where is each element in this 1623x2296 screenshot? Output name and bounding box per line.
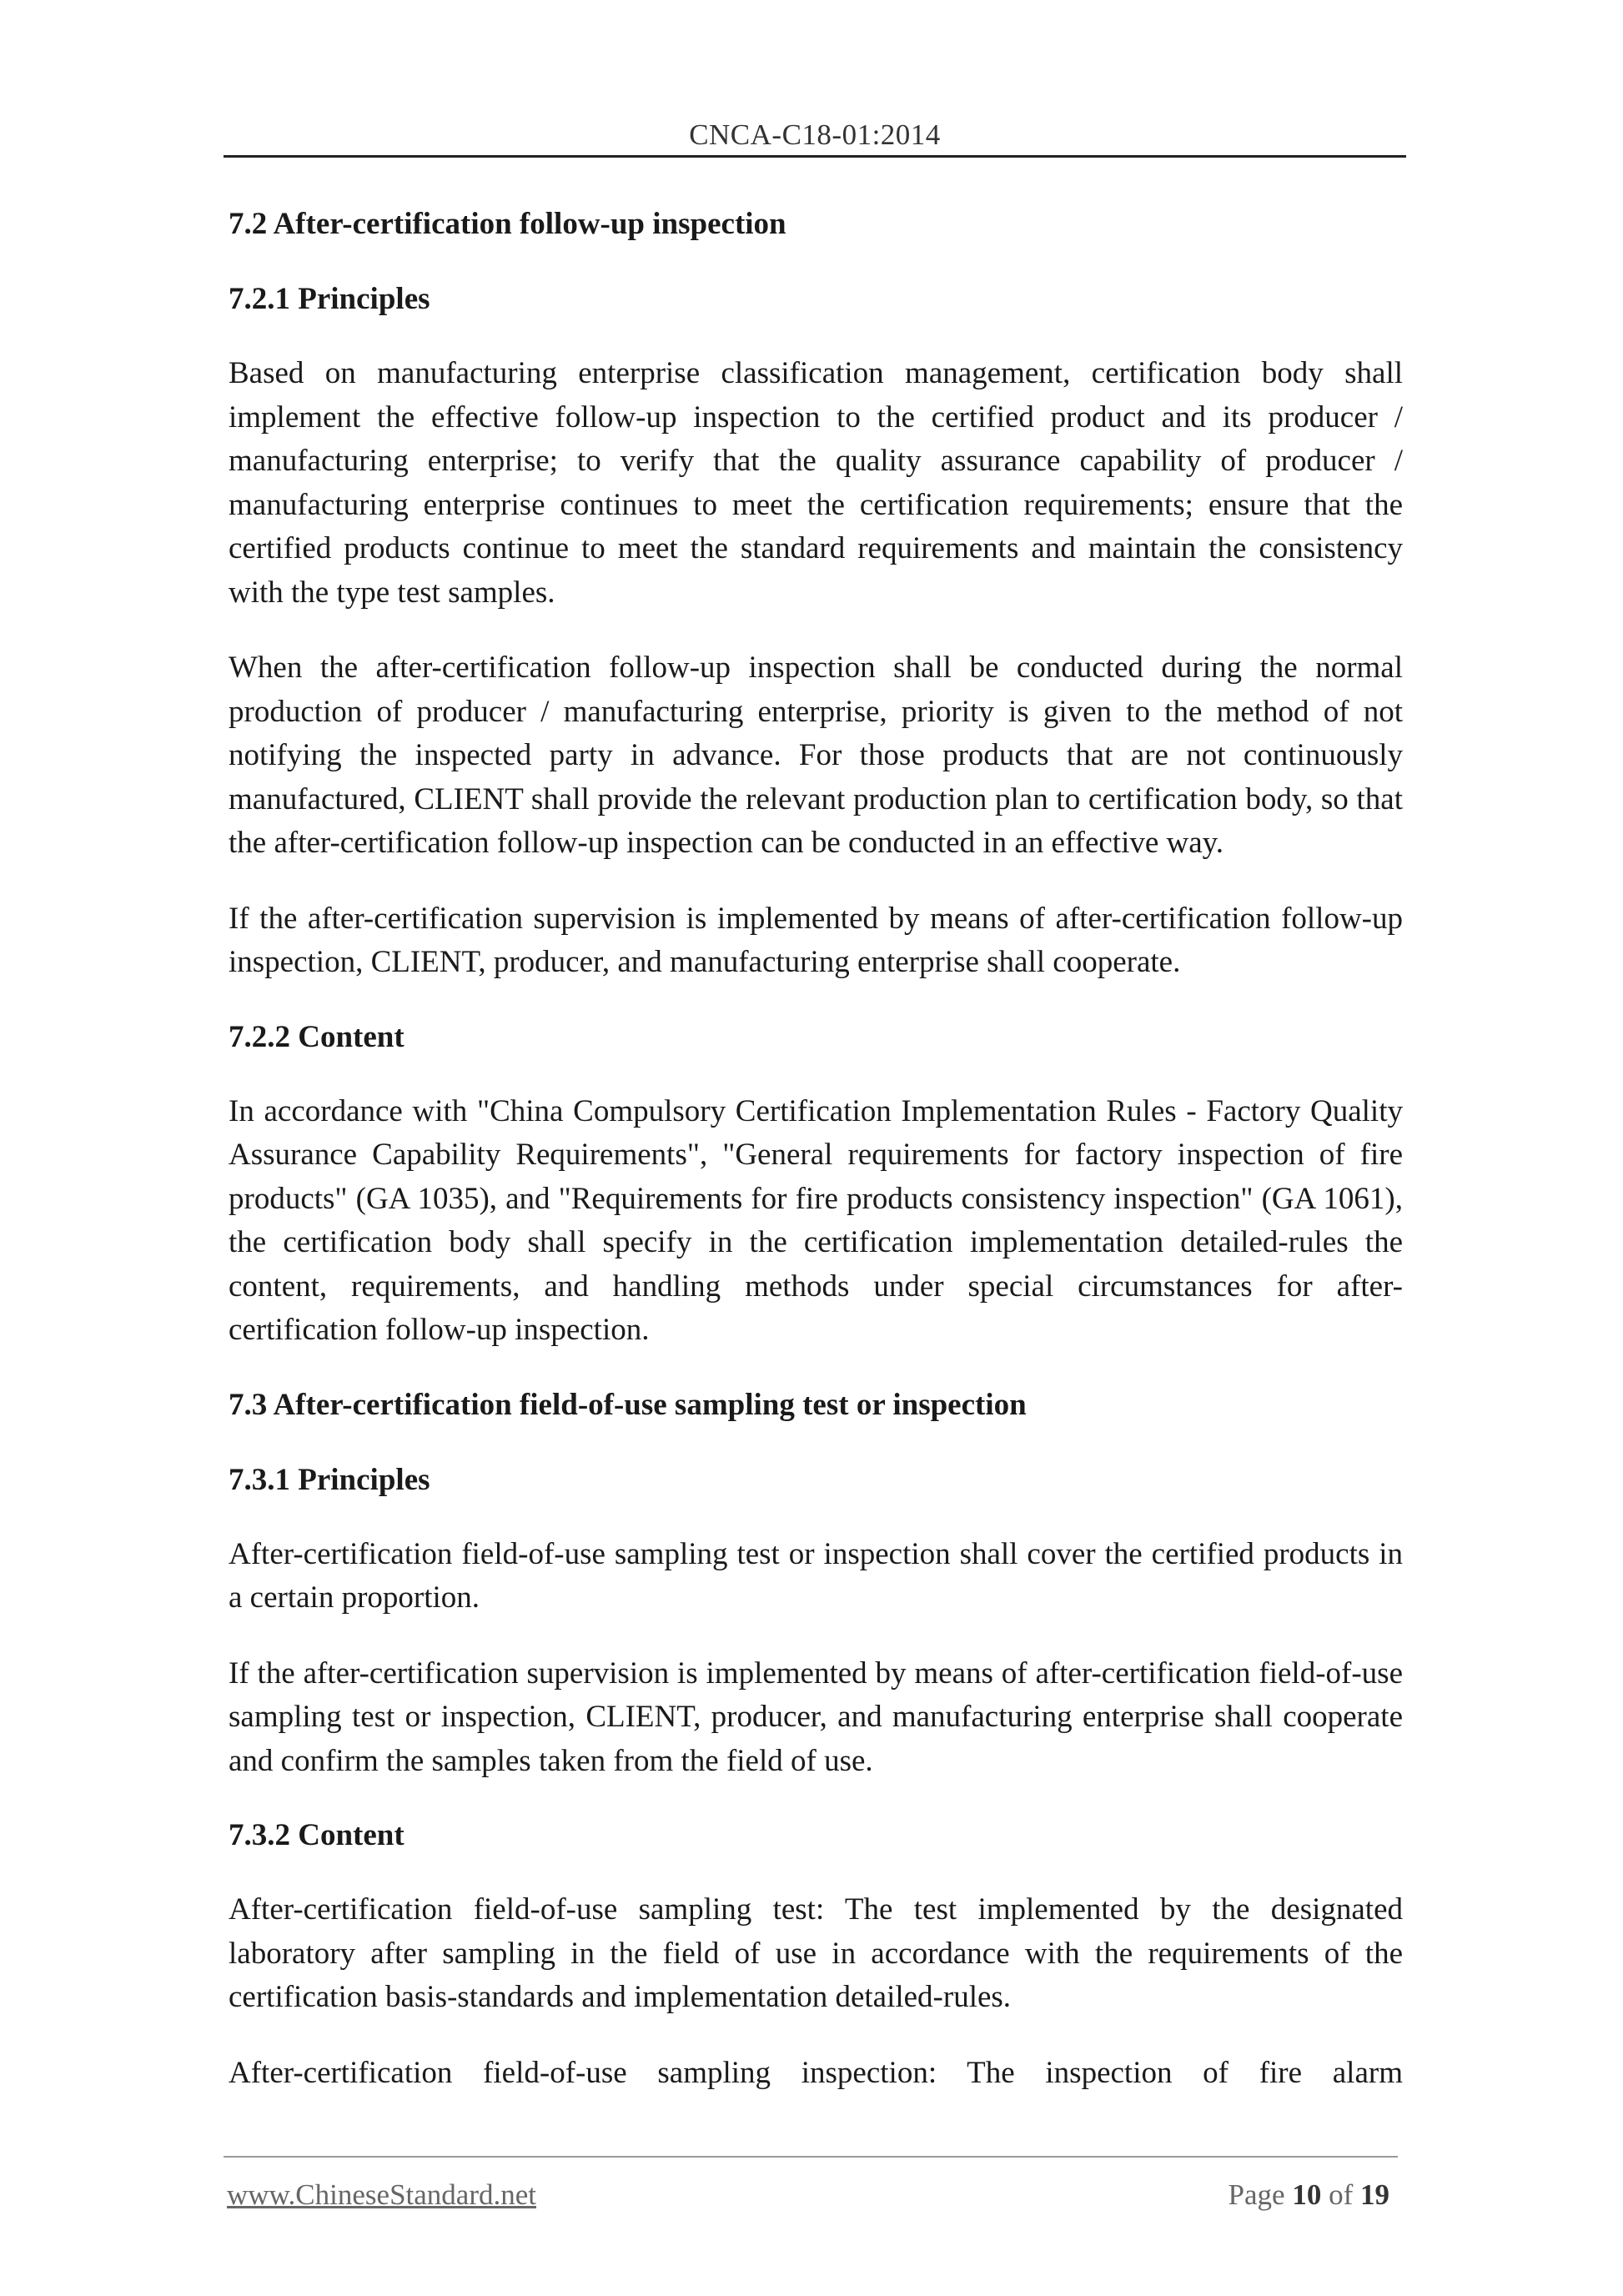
section-7-2-2-heading: 7.2.2 Content xyxy=(229,1019,404,1054)
section-7-3-heading: 7.3 After-certification field-of-use sampling test or inspection xyxy=(229,1387,1027,1422)
document-body xyxy=(229,202,1403,2095)
section-7-3-1-paragraph-1: After-certification field-of-use sampling test or inspection shall cover the certified products in a certain proportion. xyxy=(229,1536,1403,1615)
current-page: 10 xyxy=(1292,2178,1322,2211)
footer-website-link[interactable]: www.ChineseStandard.net xyxy=(227,2178,536,2211)
page-header xyxy=(224,115,1406,158)
section-7-2-heading: 7.2 After-certification follow-up inspection xyxy=(229,207,786,241)
of-word: of xyxy=(1329,2178,1354,2211)
section-7-2-1-heading: 7.2.1 Principles xyxy=(229,282,430,316)
document-code: CNCA-C18-01:2014 xyxy=(689,118,941,151)
section-7-3-2-heading: 7.3.2 Content xyxy=(229,1818,404,1852)
section-7-3-2-paragraph-1: After-certification field-of-use sampling test: The test implemented by the designated laboratory after sampling in the field of use in accordance with the requirements of the certification basis-standards and implementation detailed-rules. xyxy=(229,1892,1403,2014)
section-7-3-1-paragraph-2: If the after-certification supervision is implemented by means of after-certification field-of-use sampling test or inspection, CLIENT, producer, and manufacturing enterprise shall cooperate and confirm the samples taken from the field of use. xyxy=(229,1655,1403,1778)
footer-divider xyxy=(224,2156,1398,2158)
page-number xyxy=(1229,2178,1389,2212)
section-7-2-1-paragraph-1: Based on manufacturing enterprise classification management, certification body shall implement the effective follow-up inspection to the certified product and its producer / manufacturing enterprise; to verify that the quality assurance capability of producer / manufacturing enterprise continues to meet the certification requirements; ensure that the certified products continue to meet the standard requirements and maintain the consistency with the type test samples. xyxy=(229,356,1403,610)
section-7-3-2-paragraph-2: After-certification field-of-use sampling inspection: The inspection of fire alarm xyxy=(229,2055,1403,2090)
section-7-2-1-paragraph-3: If the after-certification supervision is implemented by means of after-certification follow-up inspection, CLIENT, producer, and manufacturing enterprise shall cooperate. xyxy=(229,901,1403,979)
section-7-2-2-paragraph-1: In accordance with "China Compulsory Certification Implementation Rules - Factory Quality Assurance Capability Requirements", "General requirements for factory inspection of fire products" (GA 1035), and "Requirements for fire products consistency inspection" (GA 1061), the certification body shall specify in the certification implementation detailed-rules the content, requirements, and handling methods under special circumstances for after-certification follow-up inspection. xyxy=(229,1093,1403,1347)
section-7-3-1-heading: 7.3.1 Principles xyxy=(229,1462,430,1497)
section-7-2-1-paragraph-2: When the after-certification follow-up inspection shall be conducted during the normal production of producer / manufacturing enterprise, priority is given to the method of not notifying the inspected party in advance. For those products that are not continuously manufactured, CLIENT shall provide the relevant production plan to certification body, so that the after-certification follow-up inspection can be conducted in an effective way. xyxy=(229,651,1403,860)
total-pages: 19 xyxy=(1360,2178,1389,2211)
page-word: Page xyxy=(1228,2178,1285,2211)
